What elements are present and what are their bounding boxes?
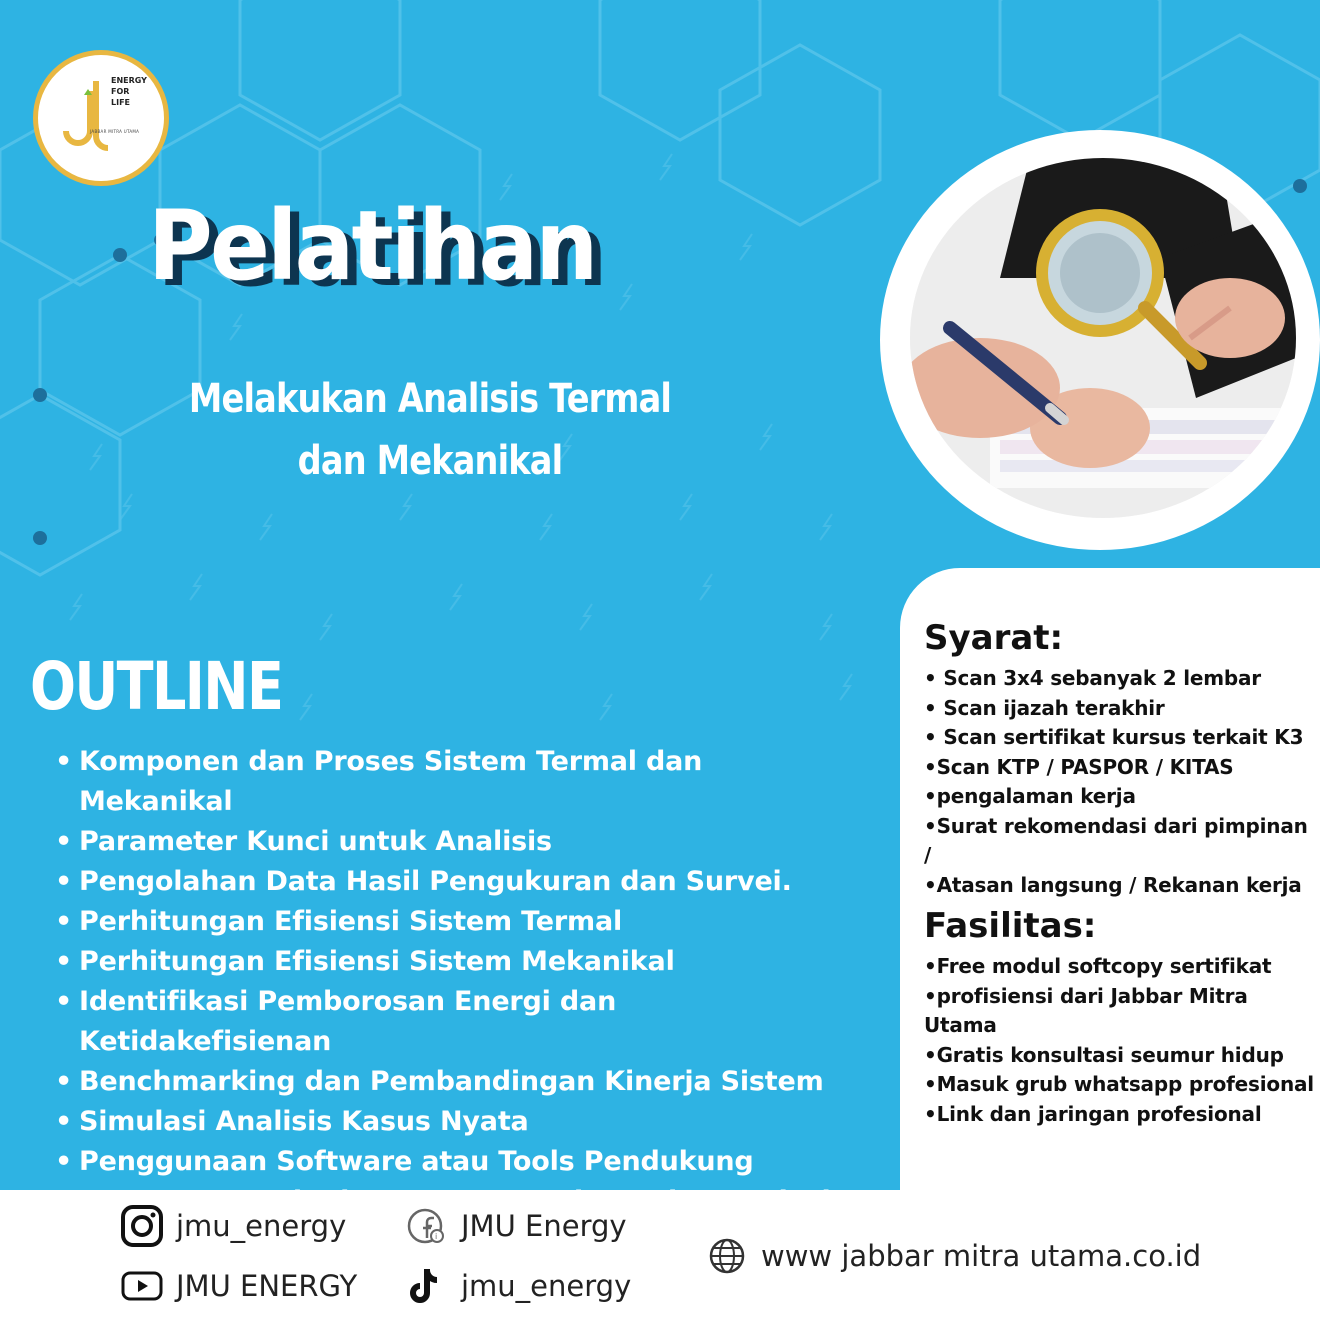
contact-footer	[0, 1190, 1320, 1320]
outline-item: • Pengolahan Data Hasil Pengukuran dan Survei.	[55, 862, 855, 902]
facebook-link[interactable]	[405, 1204, 627, 1248]
fasilitas-list	[924, 952, 1316, 1129]
fasilitas-item: •Link dan jaringan profesional	[924, 1101, 1262, 1126]
logo-line-1: ENERGY	[111, 76, 147, 85]
svg-text:i: i	[435, 1232, 438, 1241]
page-title: Pelatihan	[148, 190, 596, 302]
globe-icon	[705, 1234, 749, 1278]
outline-heading: OUTLINE	[30, 648, 283, 725]
tiktok-icon	[405, 1264, 449, 1308]
page-subtitle: Melakukan Analisis Termal dan Mekanikal	[188, 376, 672, 484]
tiktok-link[interactable]	[405, 1264, 631, 1308]
logo-line-2: FOR	[111, 87, 130, 96]
syarat-item: • Scan ijazah terakhir	[924, 695, 1165, 720]
magnifier-document-illustration	[910, 158, 1296, 518]
outline-item: • Parameter Kunci untuk Analisis	[55, 822, 855, 862]
logo-text	[111, 75, 147, 108]
requirements-card	[900, 568, 1320, 1190]
outline-item: • Perhitungan Efisiensi Sistem Mekanikal	[55, 942, 855, 982]
facebook-icon	[405, 1204, 449, 1248]
fasilitas-item: •Free modul softcopy sertifikat	[924, 954, 1272, 978]
fasilitas-item: •Masuk grub whatsapp profesional	[924, 1072, 1314, 1096]
logo-company-name: JABBAR MITRA UTAMA	[90, 129, 140, 134]
outline-item: • Komponen dan Proses Sistem Termal dan Mekanikal	[55, 742, 855, 822]
tiktok-handle: jmu_energy	[461, 1269, 632, 1303]
syarat-list	[924, 664, 1316, 900]
training-photo-frame	[880, 130, 1320, 550]
fasilitas-heading: Fasilitas:	[924, 906, 1097, 946]
facebook-page: JMU Energy	[461, 1209, 627, 1243]
syarat-heading: Syarat:	[924, 618, 1064, 658]
syarat-item: •Surat rekomendasi dari pimpinan /	[924, 813, 1308, 867]
outline-item: • Simulasi Analisis Kasus Nyata	[55, 1102, 855, 1142]
instagram-handle: jmu_energy	[176, 1209, 347, 1243]
syarat-item: • Scan 3x4 sebanyak 2 lembar	[924, 666, 1261, 690]
youtube-channel: JMU ENERGY	[176, 1269, 358, 1303]
logo-mark-icon	[56, 81, 116, 161]
website-link[interactable]	[705, 1234, 1201, 1278]
fasilitas-item: •profisiensi dari Jabbar Mitra Utama	[924, 983, 1248, 1037]
training-photo	[910, 158, 1296, 518]
syarat-item: •pengalaman kerja	[924, 784, 1136, 808]
outline-list	[55, 742, 855, 1262]
syarat-item: •Scan KTP / PASPOR / KITAS	[924, 754, 1234, 779]
syarat-item: •Atasan langsung / Rekanan kerja	[924, 872, 1302, 897]
instagram-icon	[120, 1204, 164, 1248]
company-logo	[33, 50, 169, 186]
outline-item: • Perhitungan Efisiensi Sistem Termal	[55, 902, 855, 942]
instagram-link[interactable]	[120, 1204, 346, 1248]
website-url: www jabbar mitra utama.co.id	[761, 1239, 1202, 1273]
youtube-link[interactable]	[120, 1264, 357, 1308]
youtube-icon	[120, 1264, 164, 1308]
outline-item: • Identifikasi Pemborosan Energi dan Ketidakefisienan	[55, 982, 855, 1062]
outline-item: • Benchmarking dan Pembandingan Kinerja Sistem	[55, 1062, 855, 1102]
outline-item: • Penggunaan Software atau Tools Pendukung	[55, 1142, 855, 1182]
syarat-item: • Scan sertifikat kursus terkait K3	[924, 725, 1304, 749]
logo-line-3: LIFE	[111, 98, 131, 107]
fasilitas-item: •Gratis konsultasi seumur hidup	[924, 1042, 1284, 1067]
